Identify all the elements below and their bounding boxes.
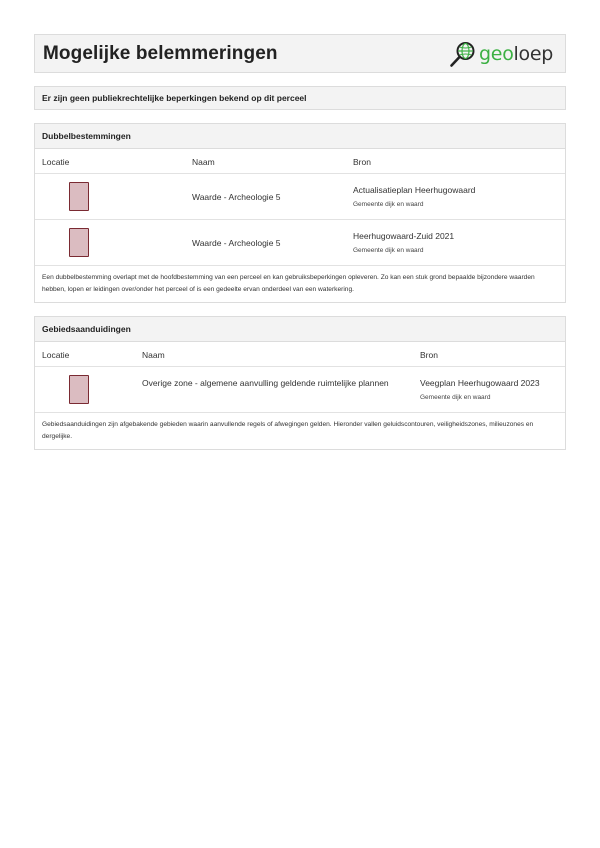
column-header-locatie: Locatie xyxy=(42,350,70,360)
location-swatch xyxy=(69,228,89,257)
section-footnote: Een dubbelbestemming overlapt met de hoofdbestemming van een perceel en kan gebruiksbeperkingen opleveren. Zo kan een stuk grond bepaalde bijzondere waarden hebben, lopen er leidingen over/onder het perceel of is een gedeelte ervan onderdeel van een waterkering. xyxy=(42,274,535,293)
naam-cell: Overige zone - algemene aanvulling geldende ruimtelijke plannen xyxy=(142,378,389,388)
geoloep-logo[interactable] xyxy=(449,40,553,68)
column-header-naam: Naam xyxy=(192,157,215,167)
dubbelbestemmingen-section xyxy=(34,123,566,303)
no-restrictions-notice: Er zijn geen publiekrechtelijke beperkingen bekend op dit perceel xyxy=(34,86,566,110)
magnifier-globe-icon xyxy=(449,40,477,68)
gebiedsaanduidingen-section xyxy=(34,316,566,450)
section-title: Dubbelbestemmingen xyxy=(35,124,565,149)
naam-cell: Waarde - Archeologie 5 xyxy=(192,238,281,248)
bron-authority: Gemeente dijk en waard xyxy=(420,394,491,401)
bron-cell xyxy=(420,378,540,403)
logo-wordmark: geoloep xyxy=(479,42,553,65)
location-swatch xyxy=(69,182,89,211)
section-title: Gebiedsaanduidingen xyxy=(35,317,565,342)
table-row xyxy=(35,174,565,220)
bron-authority: Gemeente dijk en waard xyxy=(353,201,424,208)
bron-plan: Heerhugowaard-Zuid 2021 xyxy=(353,231,455,241)
bron-cell xyxy=(353,185,475,210)
bron-plan: Veegplan Heerhugowaard 2023 xyxy=(420,378,540,388)
bron-plan: Actualisatieplan Heerhugowaard xyxy=(353,185,476,195)
column-header-bron: Bron xyxy=(420,350,438,360)
column-header-naam: Naam xyxy=(142,350,165,360)
table-header xyxy=(35,342,565,367)
page-header xyxy=(34,34,566,73)
column-header-bron: Bron xyxy=(353,157,371,167)
naam-cell: Waarde - Archeologie 5 xyxy=(192,192,281,202)
table-header xyxy=(35,149,565,174)
table-row xyxy=(35,367,565,413)
bron-authority: Gemeente dijk en waard xyxy=(353,247,424,254)
bron-cell xyxy=(353,231,454,256)
section-footnote: Gebiedsaanduidingen zijn afgebakende gebieden waarin aanvullende regels of afwegingen gelden. Hieronder vallen geluidscontouren, veiligheidszones, milieuzones en dergelijke. xyxy=(42,421,534,440)
table-row xyxy=(35,220,565,266)
column-header-locatie: Locatie xyxy=(42,157,70,167)
location-swatch xyxy=(69,375,89,404)
page-title: Mogelijke belemmeringen xyxy=(43,42,278,64)
